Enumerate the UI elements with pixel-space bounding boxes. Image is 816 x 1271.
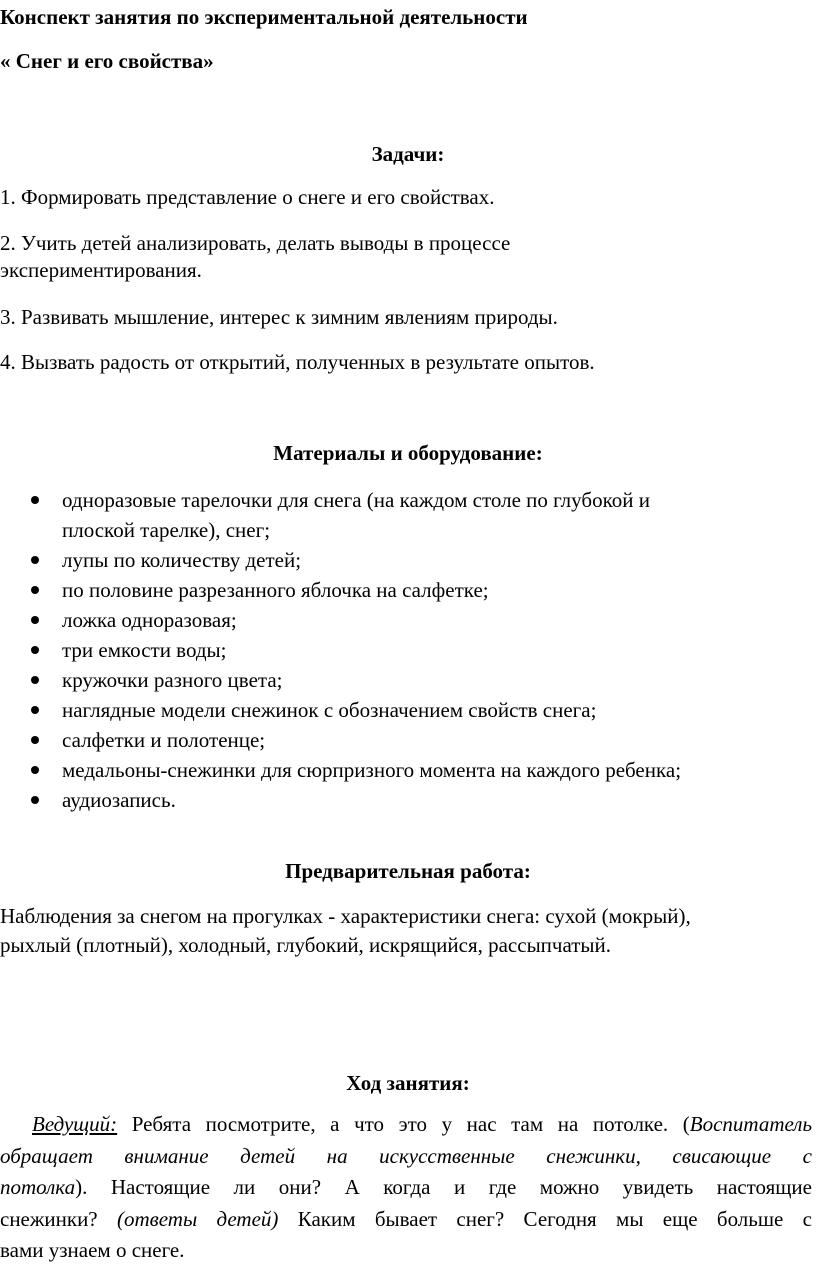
list-item: аудиозапись. — [0, 785, 816, 815]
bullet-icon — [31, 646, 39, 654]
list-item-continued: плоской тарелке), снег; — [62, 518, 271, 542]
bullet-icon — [31, 796, 39, 804]
list-item: по половине разрезанного яблочка на салфетке; — [0, 575, 816, 605]
paragraph-line: Ведущий: Ребята посмотрите, а что это у нас там на потолке. (Воспитатель — [32, 1112, 812, 1136]
paragraph-line: снежинки? (ответы детей) Каким бывает снег? Сегодня мы еще больше с — [0, 1206, 813, 1231]
document-subtitle: « Снег и его свойства» — [0, 49, 214, 73]
materials-heading: Материалы и оборудование: — [273, 441, 543, 465]
bullet-icon — [31, 676, 39, 684]
list-item: салфетки и полотенце; — [0, 725, 816, 755]
paragraph-line: обращает внимание детей на искусственные снежинки, свисающие с — [0, 1143, 812, 1168]
bullet-icon — [31, 496, 39, 504]
bullet-icon — [31, 586, 39, 594]
paragraph-line: вами узнаем о снеге. — [0, 1238, 185, 1262]
task-item-2: 2. Учить детей анализировать, делать выводы в процессе — [0, 231, 511, 255]
tasks-heading: Задачи: — [371, 142, 445, 166]
preliminary-heading: Предварительная работа: — [285, 859, 531, 883]
speaker-label: Ведущий: — [32, 1112, 118, 1136]
list-item: одноразовые тарелочки для снега (на каждом столе по глубокой и — [0, 485, 816, 515]
bullet-icon — [31, 556, 39, 564]
bullet-icon — [31, 736, 39, 744]
lesson-heading: Ход занятия: — [346, 1071, 470, 1095]
lesson-paragraph — [0, 1109, 816, 1267]
list-item: кружочки разного цвета; — [0, 665, 816, 695]
list-item: лупы по количеству детей; — [0, 545, 816, 575]
bullet-icon — [31, 616, 39, 624]
preliminary-text-line2: рыхлый (плотный), холодный, глубокий, искрящийся, рассыпчатый. — [0, 933, 612, 957]
document-title: Конспект занятия по экспериментальной деятельности — [0, 5, 528, 29]
preliminary-text-line1: Наблюдения за снегом на прогулках - характеристики снега: сухой (мокрый), — [0, 904, 691, 928]
bullet-icon — [31, 706, 39, 714]
list-item: три емкости воды; — [0, 635, 816, 665]
list-item: наглядные модели снежинок с обозначением свойств снега; — [0, 695, 816, 725]
task-item-1: 1. Формировать представление о снеге и его свойствах. — [0, 185, 495, 209]
list-item: ложка одноразовая; — [0, 605, 816, 635]
task-item-2-continued: экспериментирования. — [0, 258, 202, 282]
list-item: медальоны-снежинки для сюрпризного момента на каждого ребенка; — [0, 755, 816, 785]
task-item-3: 3. Развивать мышление, интерес к зимним явлениям природы. — [0, 305, 558, 329]
task-item-4: 4. Вызвать радость от открытий, полученных в результате опытов. — [0, 350, 595, 374]
materials-list — [0, 485, 816, 815]
paragraph-line: потолка). Настоящие ли они? А когда и где можно увидеть настоящие — [0, 1175, 812, 1199]
bullet-icon — [31, 766, 39, 774]
